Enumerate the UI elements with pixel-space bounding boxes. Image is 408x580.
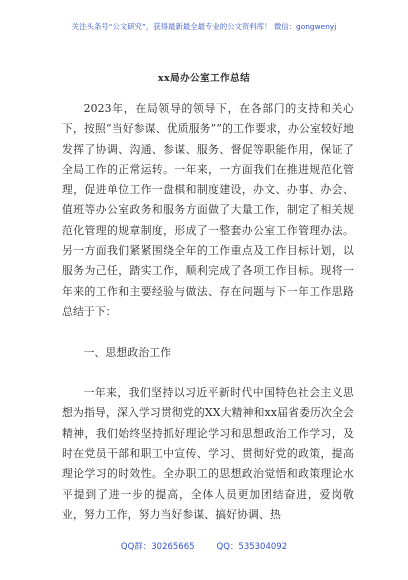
document-body	[62, 99, 354, 525]
paragraph-intro: 2023年，在局领导的领导下，在各部门的支持和关心下，按照“当好参谋、优质服务””的工作要求，办公室较好地发挥了协调、沟通、参谋、服务、督促等职能作用，保证了全局工作的正常运转。一年来，一方面我们在推进规范化管理，促进单位工作一盘棋和制度建设，办文、办事、办会、值班等办公室政务和服务方面做了大量工作，制定了相关规范化管理的规章制度，形成了一整套办公室工作管理办法。另一方面我们紧紧围绕全年的工作重点及工作目标计划，以服务为己任，踏实工作，顺利完成了各项工作目标。现将一年来的工作和主要经验与做法、存在问题与下一年工作思路总结于下：	[62, 102, 354, 318]
document-title: xx局办公室工作总结	[157, 73, 251, 84]
footer-qq: QQ：535304092	[216, 542, 288, 552]
footer-contact	[0, 540, 408, 552]
paragraph-political-work: 一年来，我们坚持以习近平新时代中国特色社会主义思想为指导，深入学习贯彻党的XX大精神和xx届省委历次全会精神，我们始终坚持抓好理论学习和思想政治工作学习，及时在党员干部和职工中宣传、学习、贯彻好党的政策，提高理论学习的时效性。全办职工的思想政治觉悟和政策理论水平提到了进一步的提高，全体人员更加团结奋进，爱岗敬业，努力工作，努力当好参谋、搞好协调、热	[62, 386, 354, 521]
footer-qq-group: QQ群：30265665	[120, 542, 195, 552]
section-heading: 一、思想政治工作	[83, 345, 172, 359]
header-promo-note: 关注头条号“公文研究”，获得最新最全最专业的公文资料库！ 微信：gongwenyj	[71, 22, 337, 31]
